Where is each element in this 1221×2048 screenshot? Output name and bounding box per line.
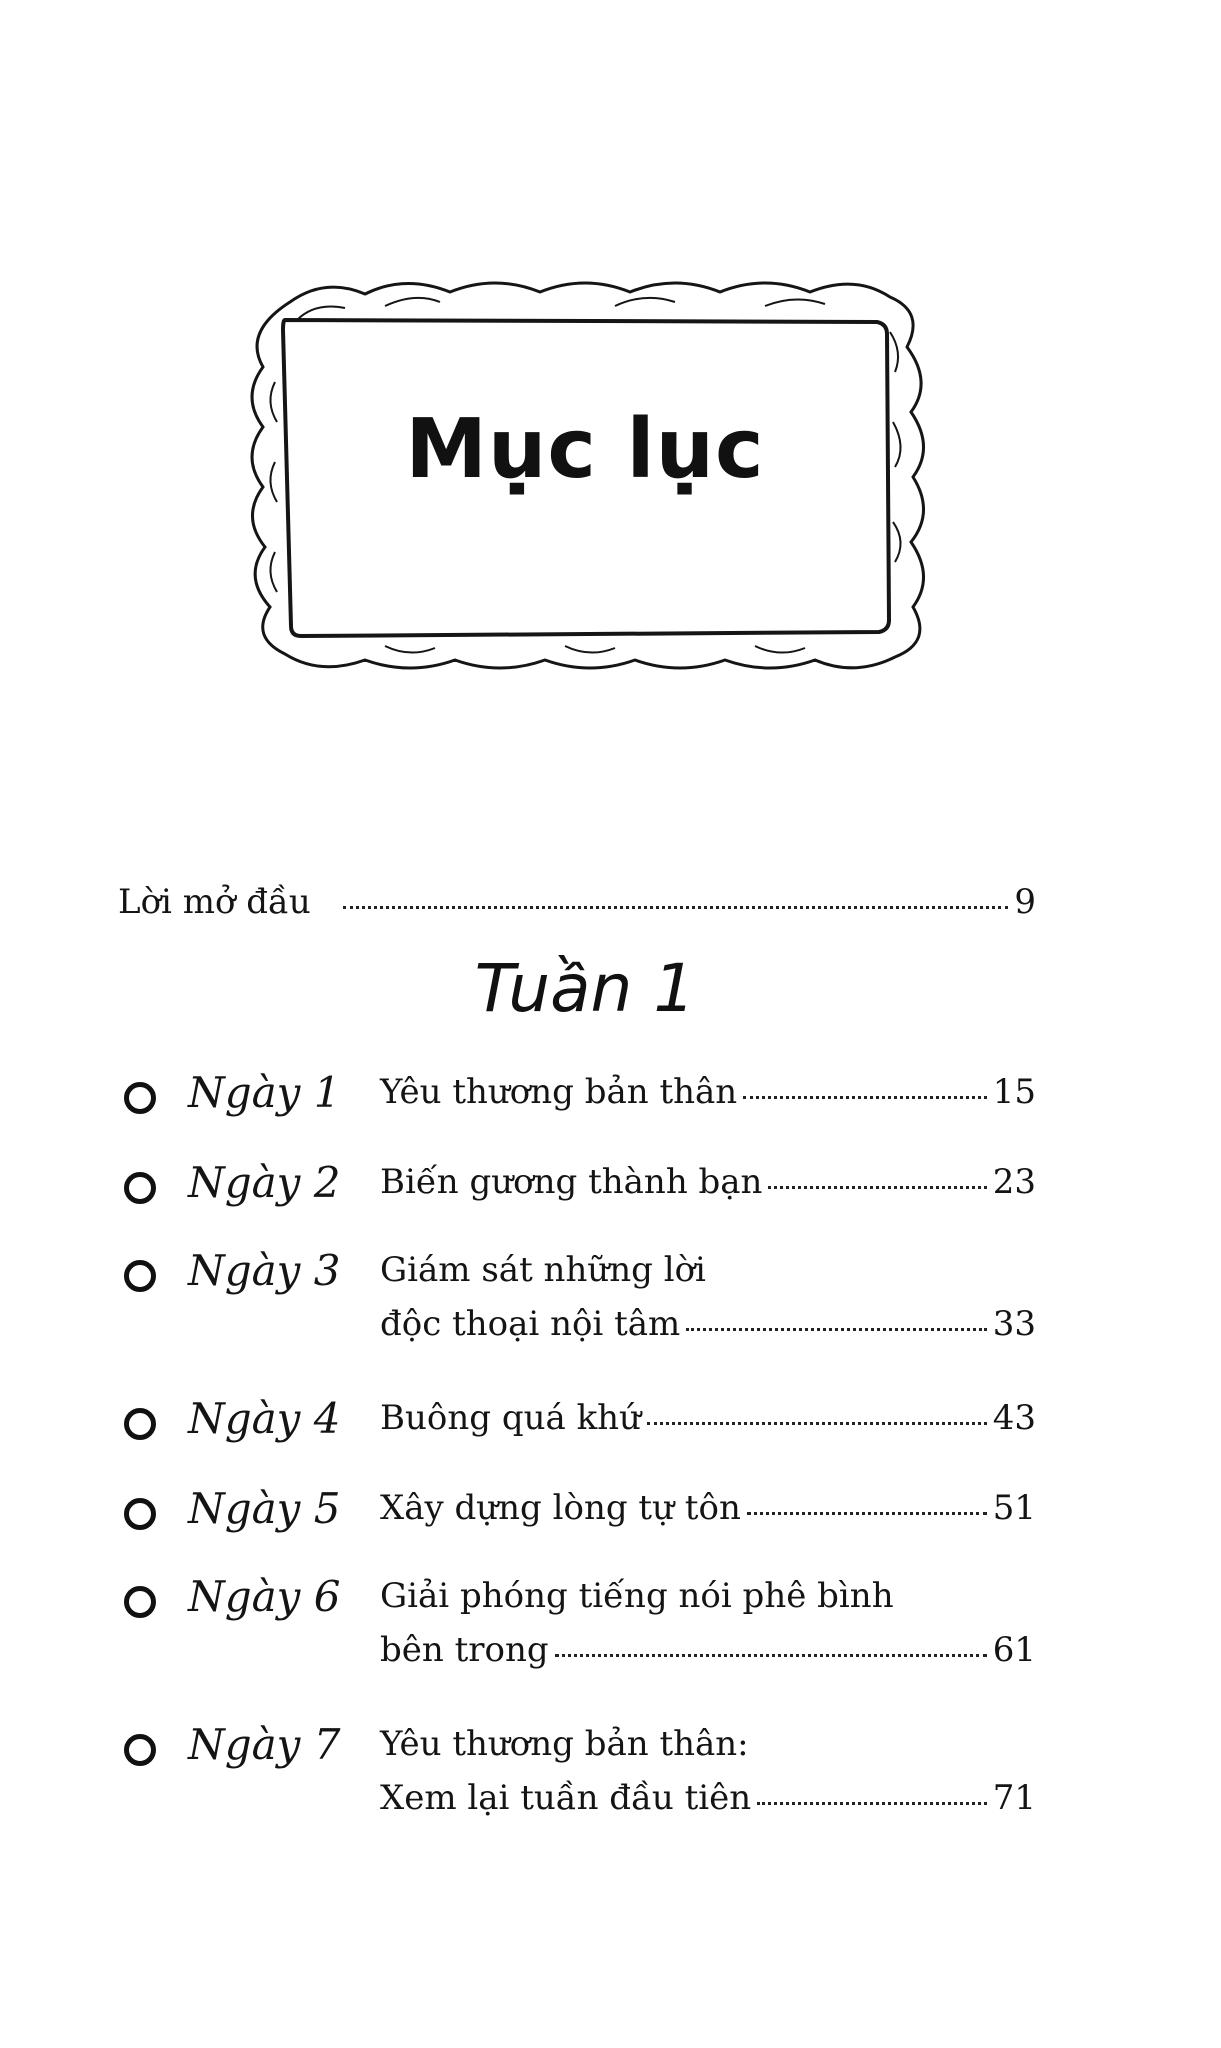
checkbox-circle-icon [124,1082,156,1114]
entry-title-line-1: Yêu thương bản thân: [380,1724,749,1764]
day-label: Ngày 1 [188,1068,341,1117]
dot-leader [647,1422,987,1425]
checkbox-circle-icon [124,1260,156,1292]
entry-title: Buông quá khứ [380,1398,641,1438]
toc-entry-day-2 [118,1158,1036,1248]
page-number: 71 [992,1778,1036,1818]
dot-leader [757,1802,987,1805]
page-number: 43 [992,1398,1036,1438]
entry-line [380,1630,1036,1670]
toc-entry-day-4 [118,1394,1036,1484]
checkbox-circle-icon [124,1172,156,1204]
checkbox-circle-icon [124,1408,156,1440]
dot-leader [555,1654,987,1657]
entry-title: Xem lại tuần đầu tiên [380,1778,752,1818]
toc-entry-day-1 [118,1068,1036,1158]
entry-title: bên trong [380,1630,549,1670]
preface-entry [118,882,1036,922]
entry-line [380,1072,1036,1112]
dot-leader [768,1186,986,1189]
page-number: 51 [992,1488,1036,1528]
entry-title-line-1: Giải phóng tiếng nói phê bình [380,1576,894,1616]
day-label: Ngày 2 [188,1158,341,1207]
page-number: 9 [1014,882,1036,922]
page-number: 61 [992,1630,1036,1670]
title-frame [235,272,935,678]
toc-entry-day-7 [118,1720,1036,1840]
entry-line [380,1162,1036,1202]
day-label: Ngày 5 [188,1484,341,1533]
day-label: Ngày 6 [188,1572,341,1621]
entry-title-line-1: Giám sát những lời [380,1250,706,1290]
dot-leader [747,1512,987,1515]
day-label: Ngày 4 [188,1394,341,1443]
day-label: Ngày 7 [188,1720,341,1769]
dot-leader [743,1096,987,1099]
day-label: Ngày 3 [188,1246,341,1295]
checkbox-circle-icon [124,1586,156,1618]
page-number: 15 [992,1072,1036,1112]
dot-leader [686,1328,986,1331]
preface-label: Lời mở đầu [118,882,311,922]
week-heading: Tuần 1 [474,950,696,1027]
entry-title: độc thoại nội tâm [380,1304,681,1344]
checkbox-circle-icon [124,1734,156,1766]
toc-entry-day-6 [118,1572,1036,1692]
toc-entry-day-5 [118,1484,1036,1574]
checkbox-circle-icon [124,1498,156,1530]
dot-leader [343,906,1009,909]
toc-entry-day-3 [118,1246,1036,1366]
entry-line [380,1398,1036,1438]
entry-title: Yêu thương bản thân [380,1072,738,1112]
entry-line [380,1778,1036,1818]
entry-line [380,1304,1036,1344]
page-number: 23 [992,1162,1036,1202]
entry-line [380,1488,1036,1528]
page-number: 33 [992,1304,1036,1344]
entry-title: Xây dựng lòng tự tôn [380,1488,741,1528]
entry-title: Biến gương thành bạn [380,1162,763,1202]
page-title: Mục lục [405,402,765,497]
